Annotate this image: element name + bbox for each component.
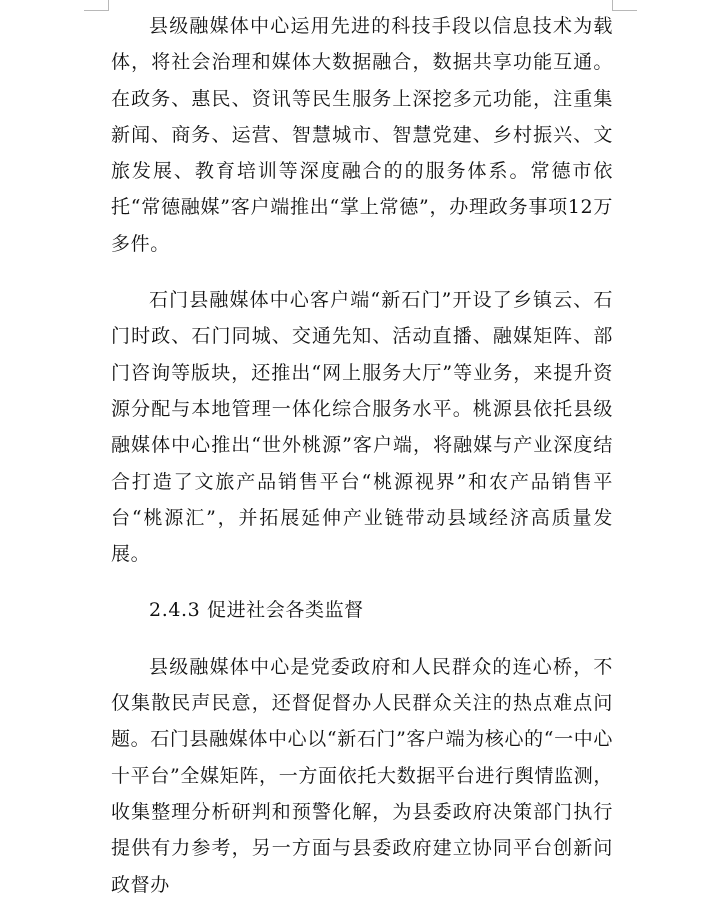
paragraph-1: 县级融媒体中心运用先进的科技手段以信息技术为载体，将社会治理和媒体大数据融合，数据共享功能互通。在政务、惠民、资讯等民生服务上深挖多元功能，注重集新闻、商务、运营、智慧城市、智慧党建、乡村振兴、文旅发展、教育培训等深度融合的的服务体系。常德市依托“常德融媒”客户端推出“掌上常德”，办理政务事项12万多件。 (111, 15, 613, 255)
crop-mark-top-right (612, 0, 637, 11)
crop-mark-top-left (84, 0, 109, 11)
paragraph-spacer (111, 572, 613, 592)
paragraph-spacer (111, 629, 613, 649)
document-body (111, 8, 613, 903)
paragraph-2: 石门县融媒体中心客户端“新石门”开设了乡镇云、石门时政、石门同城、交通先知、活动直播、融媒矩阵、部门咨询等版块，还推出“网上服务大厅”等业务，来提升资源分配与本地管理一体化综合服务水平。桃源县依托县级融媒体中心推出“世外桃源”客户端，将融媒与产业深度结合打造了文旅产品销售平台“桃源视界”和农产品销售平台“桃源汇”，并拓展延伸产业链带动县域经济高质量发展。 (111, 289, 613, 566)
section-heading: 2.4.3 促进社会各类监督 (149, 599, 364, 622)
paragraph-3: 县级融媒体中心是党委政府和人民群众的连心桥，不仅集散民声民意，还督促督办人民群众关注的热点难点问题。石门县融媒体中心以“新石门”客户端为核心的“一中心十平台”全媒矩阵，一方面依托大数据平台进行舆情监测，收集整理分析研判和预警化解，为县委政府决策部门执行提供有力参考，另一方面与县委政府建立协同平台创新问政督办 (111, 655, 613, 896)
paragraph-spacer (111, 262, 613, 282)
